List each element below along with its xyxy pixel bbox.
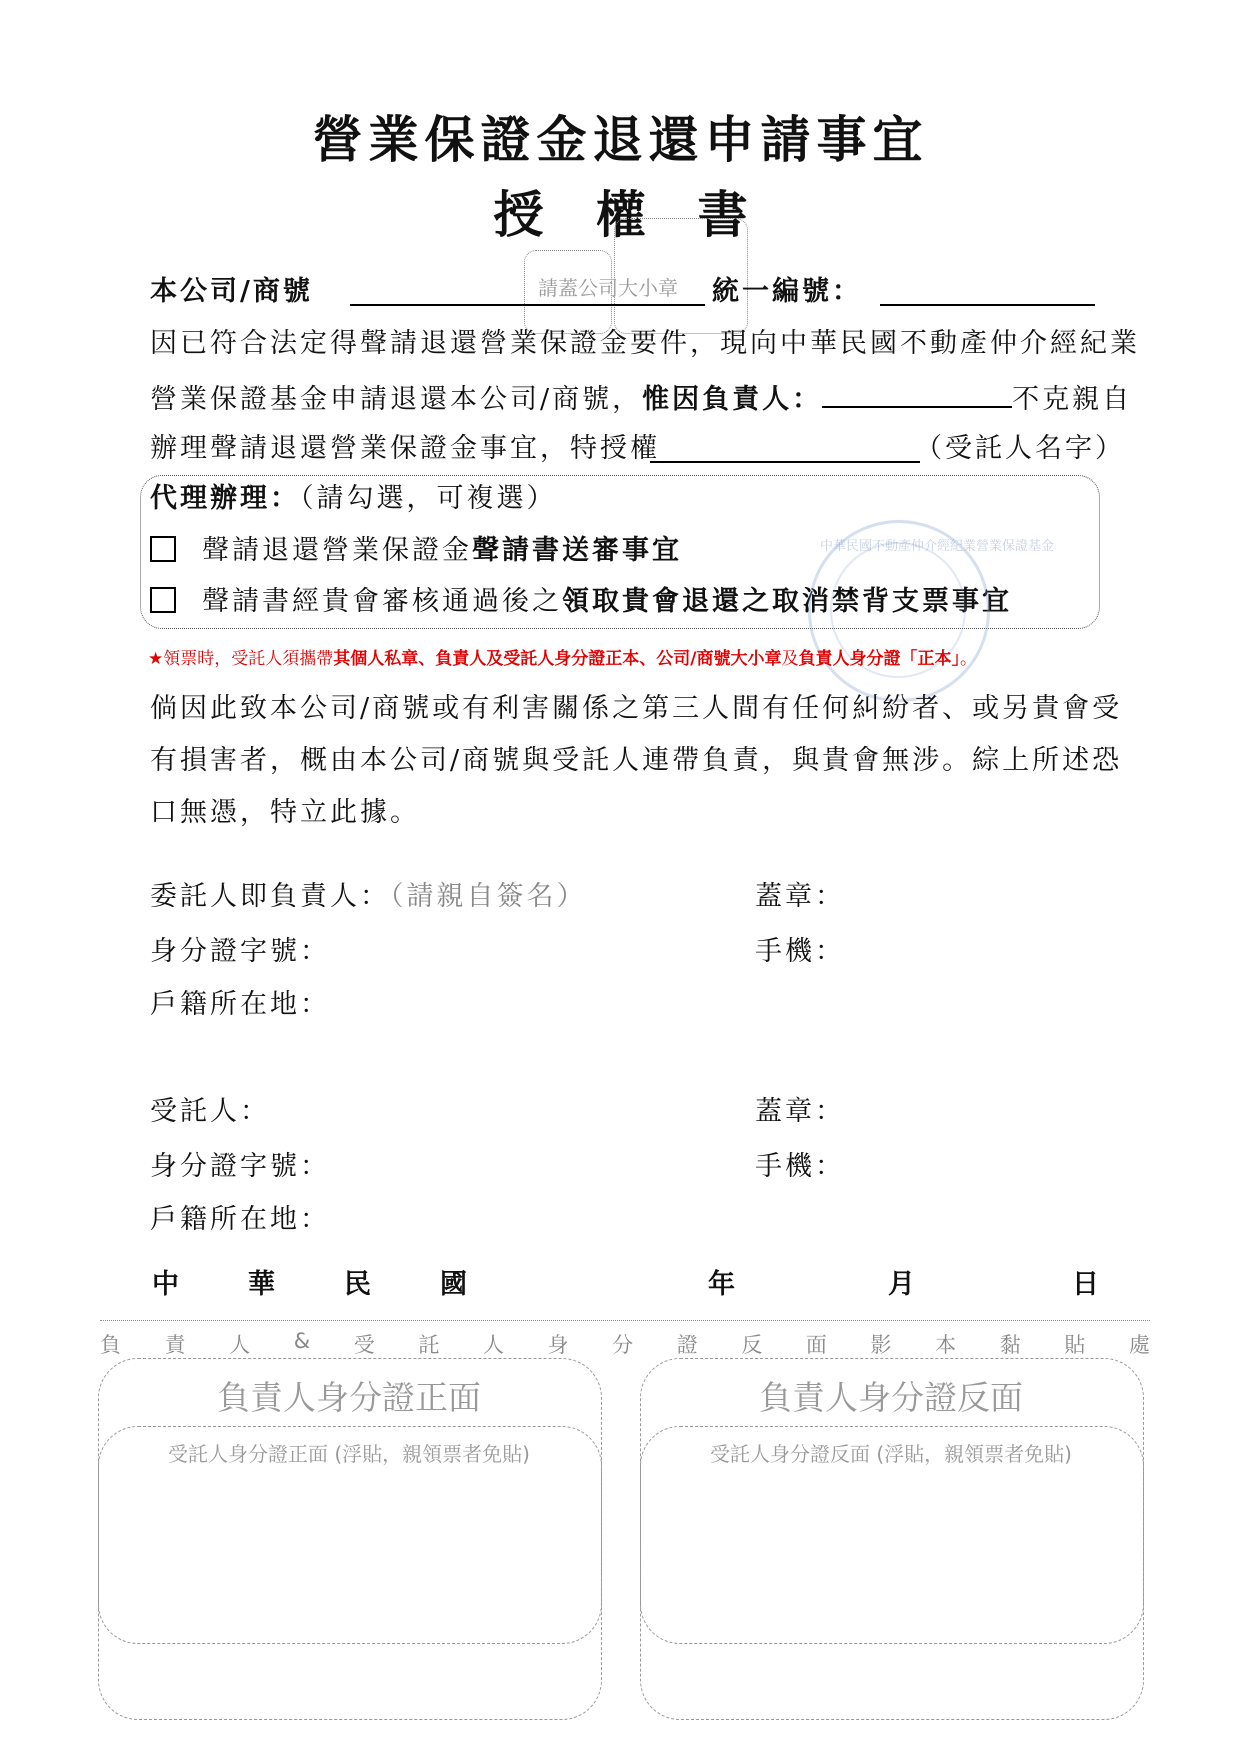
id-front-inner-title: 受託人身分證正面 (浮貼，親領票者免貼) [168, 1442, 530, 1466]
notice-part-e: 。 [959, 649, 977, 669]
notice-part-a: ★領票時，受託人須攜帶 [148, 649, 334, 669]
paste-heading-char: 處 [1128, 1333, 1150, 1357]
paste-heading-char: 受 [353, 1333, 375, 1357]
paste-heading-char: 人 [482, 1333, 504, 1357]
date-year[interactable]: 年 [708, 1269, 735, 1300]
principal-phone-label[interactable]: 手機： [755, 936, 845, 967]
agent-label-row [150, 482, 557, 516]
paste-heading-char: 面 [805, 1333, 827, 1357]
company-label: 本公司/商號 [150, 276, 313, 307]
tax-id-label: 統一編號： [712, 276, 862, 307]
id-front-title: 負責人身分證正面 [217, 1378, 481, 1417]
trustee-label[interactable]: 受託人： [150, 1096, 270, 1127]
agent-hint: （請勾選，可複選） [300, 483, 557, 514]
date-char-3: 民 [344, 1269, 371, 1300]
principal-address-label[interactable]: 戶籍所在地： [150, 989, 330, 1020]
option-1-text-b: 聲請書送審事宜 [472, 535, 682, 566]
association-seal-text: 中華民國不動產仲介經紀業營業保證基金 [820, 539, 1055, 554]
body2-line1: 倘因此致本公司/商號或有利害關係之第三人間有任何糾紛者、或另貴會受 [150, 693, 1123, 724]
id-back-title: 負責人身分證反面 [759, 1378, 1023, 1417]
paste-heading-char: 貼 [1064, 1333, 1086, 1357]
tax-id-field[interactable] [880, 278, 1095, 306]
body1-line2-c: 不克親自 [1012, 384, 1133, 415]
option-2-text-a: 聲請書經貴會審核通過後之 [202, 586, 562, 617]
option-1-checkbox[interactable] [150, 536, 176, 562]
principal-name-row[interactable] [150, 880, 587, 914]
trustee-address-label[interactable]: 戶籍所在地： [150, 1204, 330, 1235]
principal-name-label: 委託人即負責人： [150, 881, 390, 912]
paste-heading-char: 證 [676, 1333, 698, 1357]
company-name-field[interactable] [350, 278, 705, 306]
body1-line3-a: 辦理聲請退還營業保證金事宜，特授權 [150, 433, 660, 464]
date-char-1: 中 [152, 1269, 179, 1300]
paste-heading-char: 反 [741, 1333, 763, 1357]
body1-line2 [150, 380, 1132, 417]
trustee-name-field[interactable] [650, 435, 920, 463]
date-char-4: 國 [440, 1269, 467, 1300]
body2-line2: 有損害者，概由本公司/商號與受託人連帶負責，與貴會無涉。綜上所述恐 [150, 745, 1123, 776]
paste-heading-char: 託 [418, 1333, 440, 1357]
trustee-id-label[interactable]: 身分證字號： [150, 1151, 330, 1182]
body1-line3 [150, 432, 660, 466]
paste-heading-char: 身 [547, 1333, 569, 1357]
paste-heading-char: 負 [100, 1333, 121, 1357]
body1-line2-b: 惟因負責人： [642, 384, 823, 415]
principal-seal-label[interactable]: 蓋章： [755, 881, 845, 912]
agent-option-1[interactable] [150, 534, 682, 568]
notice-part-d: 負責人身分證「正本」 [798, 649, 960, 669]
notice-part-b: 其個人私章、負責人及受託人身分證正本、公司/商號大小章 [333, 649, 782, 669]
paste-heading-char: 分 [612, 1333, 634, 1357]
date-row [0, 1262, 1241, 1302]
company-row [150, 275, 313, 309]
paste-heading-char: 影 [870, 1333, 892, 1357]
body1-line1: 因已符合法定得聲請退還營業保證金要件，現向中華民國不動產仲介經紀業 [150, 328, 1140, 359]
principal-id-label[interactable]: 身分證字號： [150, 936, 330, 967]
stamp-hint: 請蓋公司大小章 [538, 276, 678, 300]
date-char-2: 華 [248, 1269, 275, 1300]
date-month[interactable]: 月 [888, 1269, 915, 1300]
id-back-inner-title: 受託人身分證反面 (浮貼，親領票者免貼) [710, 1442, 1072, 1466]
responsible-person-field[interactable] [822, 380, 1012, 408]
date-day[interactable]: 日 [1072, 1269, 1099, 1300]
paste-heading-char: 人 [229, 1333, 251, 1357]
paste-heading-char: 責 [164, 1333, 186, 1357]
option-2-checkbox[interactable] [150, 587, 176, 613]
trustee-seal-label[interactable]: 蓋章： [755, 1096, 845, 1127]
document-title: 營業保證金退還申請事宜 [312, 110, 929, 169]
option-2-text-b: 領取貴會退還之取消禁背支票事宜 [562, 586, 1012, 617]
notice-part-c: 及 [781, 649, 799, 669]
paste-heading-char: & [293, 1329, 311, 1353]
id-copy-paste-heading [100, 1320, 1150, 1359]
option-1-text-a: 聲請退還營業保證金 [202, 535, 472, 566]
principal-name-hint: （請親自簽名） [390, 881, 587, 912]
paste-heading-char: 黏 [999, 1333, 1021, 1357]
document-subtitle: 授權書 [493, 185, 800, 244]
trustee-name-hint: （受託人名字） [915, 433, 1125, 464]
trustee-phone-label[interactable]: 手機： [755, 1151, 845, 1182]
agent-label: 代理辦理： [150, 483, 300, 514]
pickup-notice [148, 644, 977, 669]
paste-heading-char: 本 [935, 1333, 957, 1357]
body2-line3: 口無憑，特立此據。 [150, 797, 420, 828]
body1-line2-a: 營業保證基金申請退還本公司/商號， [150, 384, 643, 415]
